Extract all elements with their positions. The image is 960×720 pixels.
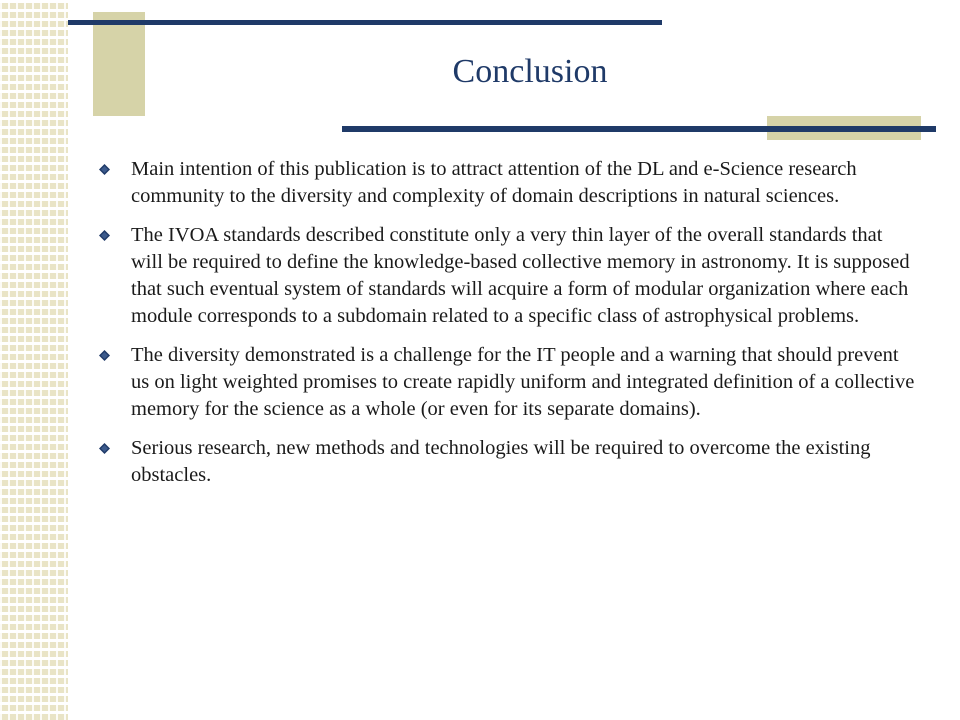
bullet-text: Main intention of this publication is to attract attention of the DL and e-Science research community to the diversity and complexity of domain descriptions in natural sciences. [131,158,857,207]
diamond-bullet-icon [98,163,111,176]
left-stripe-overlay [0,0,68,720]
bullet-text: The diversity demonstrated is a challenge for the IT people and a warning that should prevent us on light weighted promises to create rapidly uniform and integrated definition of a collective memory for the science as a whole (or even for its separate domains). [131,344,915,420]
bullet-text: Serious research, new methods and technologies will be required to overcome the existing obstacles. [131,437,871,486]
slide-title: Conclusion [452,53,608,90]
bullet-item [96,156,916,210]
diamond-bullet-icon [98,442,111,455]
diamond-bullet-icon [98,349,111,362]
title-underline-rule [342,126,936,132]
bullet-text: The IVOA standards described constitute only a very thin layer of the overall standards that will be required to define the knowledge-based collective memory in astronomy. It is supposed that such eventual system of standards will acquire a form of modular organization where each module corresponds to a subdomain related to a specific class of astrophysical problems. [131,224,910,327]
diamond-bullet-icon [98,229,111,242]
bullet-item [96,342,916,423]
bullet-item [96,435,916,489]
bullet-list [96,156,916,501]
bullet-item [96,222,916,330]
top-deco-block [93,12,145,116]
top-rule [68,20,662,25]
